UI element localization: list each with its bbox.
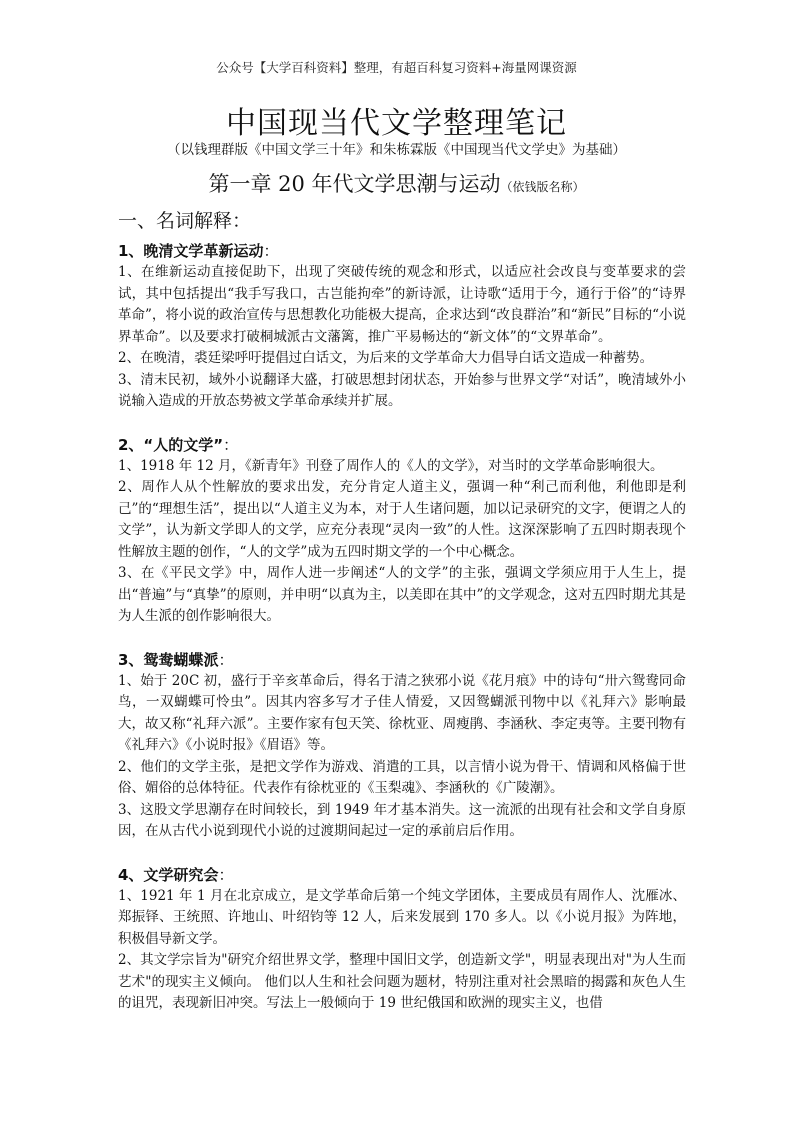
term-paragraph: 1、始于 20C 初，盛行于辛亥革命后，得名于清之狭邪小说《花月痕》中的诗句“卅六鸳鸯同命鸟，一双蝴蝶可怜虫”。因其内容多写才子佳人情爱，又因鸳蝴派刊物中以《礼拜六》影响最大，故又称“礼拜六派”。主要作家有包天笑、徐枕亚、周瘦鹃、李涵秋、李定夷等。主要刊物有《礼拜六》《小说时报》《眉语》等。 bbox=[118, 672, 686, 753]
term-block bbox=[118, 649, 686, 843]
term-paragraph: 2、周作人从个性解放的要求出发，充分肯定人道主义，强调一种“利己而利他，利他即是利己”的“理想生活”，提出以“人道主义为本，对于人生诸问题，加以记录研究的文字，便谓之人的文学”，认为新文学即人的文学，应充分表现“灵肉一致”的人性。这深深影响了五四时期表现个性解放主题的创作，“人的文学”成为五四时期文学的一个中心概念。 bbox=[118, 479, 686, 560]
term-heading: 1、晚清文学革新运动： bbox=[118, 242, 279, 260]
document-subtitle: （以钱理群版《中国文学三十年》和朱栋霖版《中国现当代文学史》为基础） bbox=[167, 142, 626, 158]
term-heading: 3、鸳鸯蝴蝶派： bbox=[118, 650, 234, 669]
document-title: 中国现当代文学整理笔记 bbox=[226, 106, 567, 141]
term-paragraph: 1、1921 年 1 月在北京成立，是文学革命后第一个纯文学团体，主要成员有周作人、沈雁冰、郑振铎、王统照、许地山、叶绍钧等 12 人，后来发展到 170 多人。以《小说月报》为阵地，积极倡导新文学。 bbox=[118, 887, 686, 947]
term-paragraph: 2、在晚清，裘廷梁呼吁提倡过白话文，为后来的文学革命大力倡导白话文造成一种蓄势。 bbox=[118, 350, 654, 366]
term-block bbox=[118, 864, 686, 1015]
term-paragraph: 3、在《平民文学》中，周作人进一步阐述“人的文学”的主张，强调文学须应用于人生上，提出“普遍”与“真挚”的原则，并申明“以真为主，以美即在其中”的文学观念，这对五四时期尤其是为人生派的创作影响很大。 bbox=[118, 565, 686, 624]
term-paragraph: 2、其文学宗旨为"研究介绍世界文学，整理中国旧文学，创造新文学"，明显表现出对"为人生而艺术"的现实主义倾向。 他们以人生和社会问题为题材，特别注重对社会黑暗的揭露和灰色人生的诅咒，表现新旧冲突。写法上一般倾向于 19 世纪俄国和欧洲的现实主义，也借 bbox=[118, 952, 686, 1011]
section-title: 一、名词解释： bbox=[118, 210, 252, 232]
term-heading: 4、文学研究会： bbox=[118, 865, 234, 884]
content-body bbox=[118, 208, 686, 1015]
term-paragraph: 1、在维新运动直接促助下，出现了突破传统的观念和形式，以适应社会改良与变革要求的尝试，其中包括提出“我手写我口，古岂能拘牵”的新诗派，让诗歌“适用于今，通行于俗”的“诗界革命”，将小说的政治宣传与思想教化功能极大提高，企求达到“改良群治”和“新民”目标的“小说界革命”。以及要求打破桐城派古文藩篱，推广平易畅达的“新文体”的“文界革命”。 bbox=[118, 264, 686, 345]
header-note: 公众号【大学百科资料】整理，有超百科复习资料+海量网课资源 bbox=[216, 60, 577, 75]
term-block bbox=[118, 434, 686, 628]
chapter-title: 第一章 20 年代文学思潮与运动 bbox=[208, 172, 501, 196]
term-block bbox=[118, 240, 686, 413]
term-paragraph: 3、这股文学思潮存在时间较长，到 1949 年才基本消失。这一流派的出现有社会和文学自身原因，在从古代小说到现代小说的过渡期间起过一定的承前启后作用。 bbox=[118, 801, 686, 839]
chapter-note: （依钱版名称） bbox=[500, 180, 585, 194]
term-heading: 2、“人的文学”： bbox=[118, 435, 239, 454]
term-paragraph: 1、1918 年 12 月，《新青年》刊登了周作人的《人的文学》，对当时的文学革命影响很大。 bbox=[118, 457, 664, 474]
term-paragraph: 2、他们的文学主张，是把文学作为游戏、消遣的工具，以言情小说为骨干、情调和风格偏于世俗、媚俗的总体特征。代表作有徐枕亚的《玉梨魂》、李涵秋的《广陵潮》。 bbox=[118, 758, 686, 796]
term-paragraph: 3、清末民初，域外小说翻译大盛，打破思想封闭状态，开始参与世界文学“对话”，晚清域外小说输入造成的开放态势被文学革命承续并扩展。 bbox=[118, 371, 686, 409]
chapter-heading bbox=[0, 168, 793, 198]
